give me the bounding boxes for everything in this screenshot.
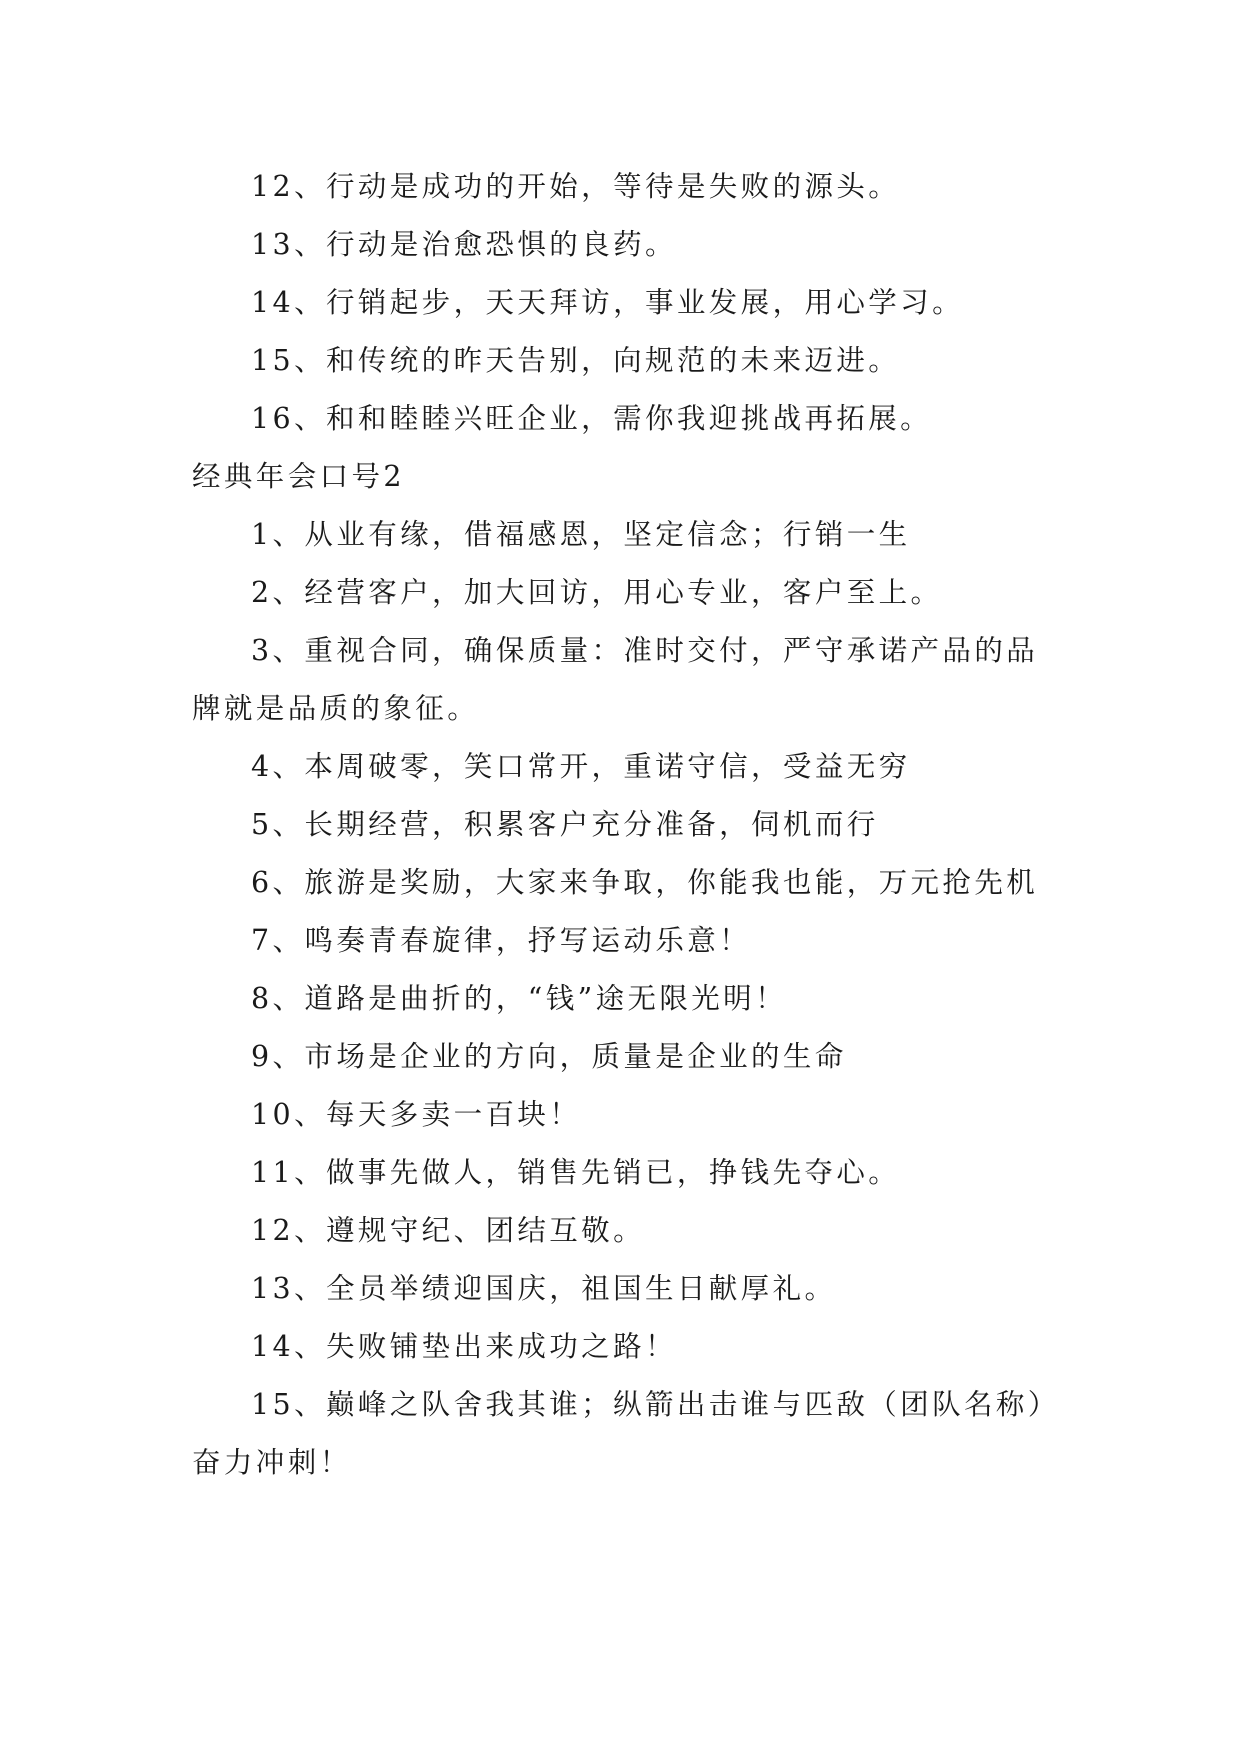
list-item: 13、全员举绩迎国庆，祖国生日献厚礼。 [251, 1272, 837, 1305]
list-item: 2、经营客户，加大回访，用心专业，客户至上。 [251, 576, 943, 609]
list-item: 7、鸣奏青春旋律，抒写运动乐意！ [251, 924, 752, 957]
list-item: 3、重视合同，确保质量：准时交付，严守承诺产品的品牌就是品质的象征。 [192, 634, 1039, 725]
document-page [192, 158, 1062, 1492]
section-heading: 经典年会口号2 [192, 460, 405, 493]
list-item: 5、长期经营，积累客户充分准备，伺机而行 [251, 808, 879, 841]
list-item: 13、行动是治愈恐惧的良药。 [251, 228, 677, 261]
list-item: 14、行销起步，天天拜访，事业发展，用心学习。 [251, 286, 964, 319]
list-item: 15、和传统的昨天告别，向规范的未来迈进。 [251, 344, 901, 377]
list-item: 11、做事先做人，销售先销已，挣钱先夺心。 [251, 1156, 901, 1189]
list-item: 15、巅峰之队舍我其谁；纵箭出击谁与匹敌（团队名称）奋力冲刺！ [192, 1388, 1060, 1479]
list-item: 12、遵规守纪、团结互敬。 [251, 1214, 645, 1247]
list-item: 14、失败铺垫出来成功之路！ [251, 1330, 677, 1363]
list-item: 16、和和睦睦兴旺企业，需你我迎挑战再拓展。 [251, 402, 933, 435]
list-item: 1、从业有缘，借福感恩，坚定信念；行销一生 [251, 518, 911, 551]
list-item: 12、行动是成功的开始，等待是失败的源头。 [251, 170, 901, 203]
list-item: 8、道路是曲折的，“钱”途无限光明！ [251, 982, 787, 1015]
list-item: 6、旅游是奖励，大家来争取，你能我也能，万元抢先机 [251, 866, 1039, 899]
list-item: 10、每天多卖一百块！ [251, 1098, 582, 1131]
list-item: 4、本周破零，笑口常开，重诺守信，受益无穷 [251, 750, 911, 783]
list-item: 9、市场是企业的方向，质量是企业的生命 [251, 1040, 847, 1073]
